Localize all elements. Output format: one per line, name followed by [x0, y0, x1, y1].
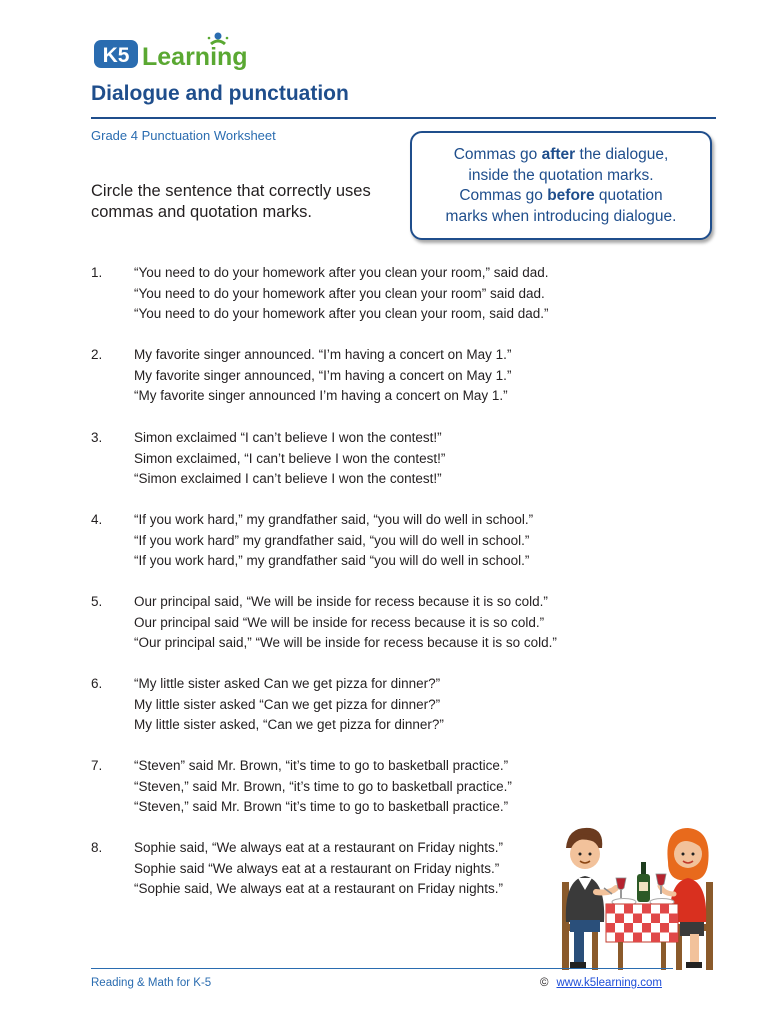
instruction-text: Circle the sentence that correctly uses commas and quotation marks.	[91, 182, 371, 221]
answer-option[interactable]: “Steven,” said Mr. Brown, “it’s time to go to basketball practice.”	[134, 778, 512, 794]
answer-option[interactable]: “You need to do your homework after you clean your room” said dad.	[134, 285, 545, 301]
title-divider	[91, 117, 716, 119]
answer-option[interactable]: “If you work hard,” my grandfather said “you will do well in school.”	[134, 553, 530, 568]
question-options	[134, 838, 503, 900]
logo-mark: K5	[102, 44, 130, 67]
question-number: 1.	[91, 265, 103, 280]
footer-divider	[91, 968, 673, 969]
question-number: 3.	[91, 430, 103, 445]
answer-option[interactable]: “Steven,” said Mr. Brown “it’s time to go to basketball practice.”	[134, 799, 509, 814]
answer-option[interactable]: Sophie said “We always eat at a restaurant on Friday nights.”	[134, 860, 500, 876]
answer-option[interactable]: “My favorite singer announced I’m having a concert on May 1.”	[134, 388, 508, 403]
question-number: 8.	[91, 840, 103, 855]
answer-option[interactable]: My favorite singer announced. “I’m having a concert on May 1.”	[134, 347, 512, 362]
answer-option[interactable]: Our principal said, “We will be inside for recess because it is so cold.”	[134, 594, 548, 609]
question-options	[134, 592, 557, 654]
answer-option[interactable]: “You need to do your homework after you clean your room, said dad.”	[134, 306, 549, 321]
answer-option[interactable]: “If you work hard” my grandfather said, “you will do well in school.”	[134, 532, 530, 548]
website-link[interactable]: www.k5learning.com	[556, 977, 662, 989]
answer-option[interactable]: “You need to do your homework after you clean your room,” said dad.	[134, 265, 549, 280]
k5-learning-logo	[92, 30, 258, 74]
tip-bold-before: before	[547, 187, 595, 204]
question-number: 7.	[91, 758, 103, 773]
man-figure-icon	[566, 828, 616, 968]
answer-option[interactable]: “Our principal said,” “We will be inside for recess because it is so cold.”	[134, 635, 557, 650]
worksheet-subtitle: Grade 4 Punctuation Worksheet	[91, 128, 276, 143]
question-options	[134, 510, 533, 572]
footer-copyright	[540, 977, 662, 989]
answer-option[interactable]: My favorite singer announced, “I’m having a concert on May 1.”	[134, 367, 512, 383]
answer-option[interactable]: “If you work hard,” my grandfather said, “you will do well in school.”	[134, 512, 534, 527]
copyright-symbol: ©	[540, 977, 549, 989]
logo-figure-icon	[208, 33, 229, 45]
answer-option[interactable]: “Simon exclaimed I can’t believe I won the contest!”	[134, 471, 442, 486]
restaurant-dinner-illustration	[556, 822, 721, 972]
question-number: 4.	[91, 512, 103, 527]
tip-line-4: marks when introducing dialogue.	[445, 207, 677, 225]
tip-text: Commas go	[453, 146, 542, 163]
question-number: 5.	[91, 594, 103, 609]
question-options	[134, 674, 444, 736]
question-number: 2.	[91, 347, 103, 362]
answer-option[interactable]: “Sophie said, We always eat at a restaurant on Friday nights.”	[134, 881, 503, 896]
tip-text: quotation	[594, 187, 663, 204]
footer-tagline: Reading & Math for K-5	[91, 977, 212, 989]
answer-option[interactable]: My little sister asked, “Can we get pizza for dinner?”	[134, 717, 444, 732]
tip-line-3	[412, 186, 710, 207]
question-options	[134, 345, 511, 407]
wine-bottle-icon	[637, 862, 650, 902]
checkered-table-icon	[606, 904, 678, 970]
tip-line-1	[412, 145, 710, 166]
tip-box	[410, 131, 712, 240]
question-options	[134, 428, 445, 490]
answer-option[interactable]: My little sister asked “Can we get pizza for dinner?”	[134, 696, 441, 712]
answer-option[interactable]: “Steven” said Mr. Brown, “it’s time to go to basketball practice.”	[134, 758, 509, 773]
answer-option[interactable]: Simon exclaimed, “I can’t believe I won the contest!”	[134, 450, 446, 466]
question-options	[134, 756, 512, 818]
answer-option[interactable]: “My little sister asked Can we get pizza for dinner?”	[134, 676, 441, 691]
question-options	[134, 263, 549, 325]
answer-option[interactable]: Sophie said, “We always eat at a restaurant on Friday nights.”	[134, 840, 503, 855]
tip-bold-after: after	[541, 146, 576, 163]
answer-option[interactable]: Simon exclaimed “I can’t believe I won the contest!”	[134, 430, 442, 445]
woman-figure-icon	[660, 828, 709, 968]
question-number: 6.	[91, 676, 103, 691]
answer-option[interactable]: Our principal said “We will be inside for recess because it is so cold.”	[134, 614, 545, 630]
logo-word: Learning	[142, 43, 248, 71]
tip-line-2: inside the quotation marks.	[468, 166, 654, 184]
page-title: Dialogue and punctuation	[91, 82, 349, 105]
tip-text: the dialogue,	[575, 146, 669, 163]
tip-text: Commas go	[459, 187, 548, 204]
